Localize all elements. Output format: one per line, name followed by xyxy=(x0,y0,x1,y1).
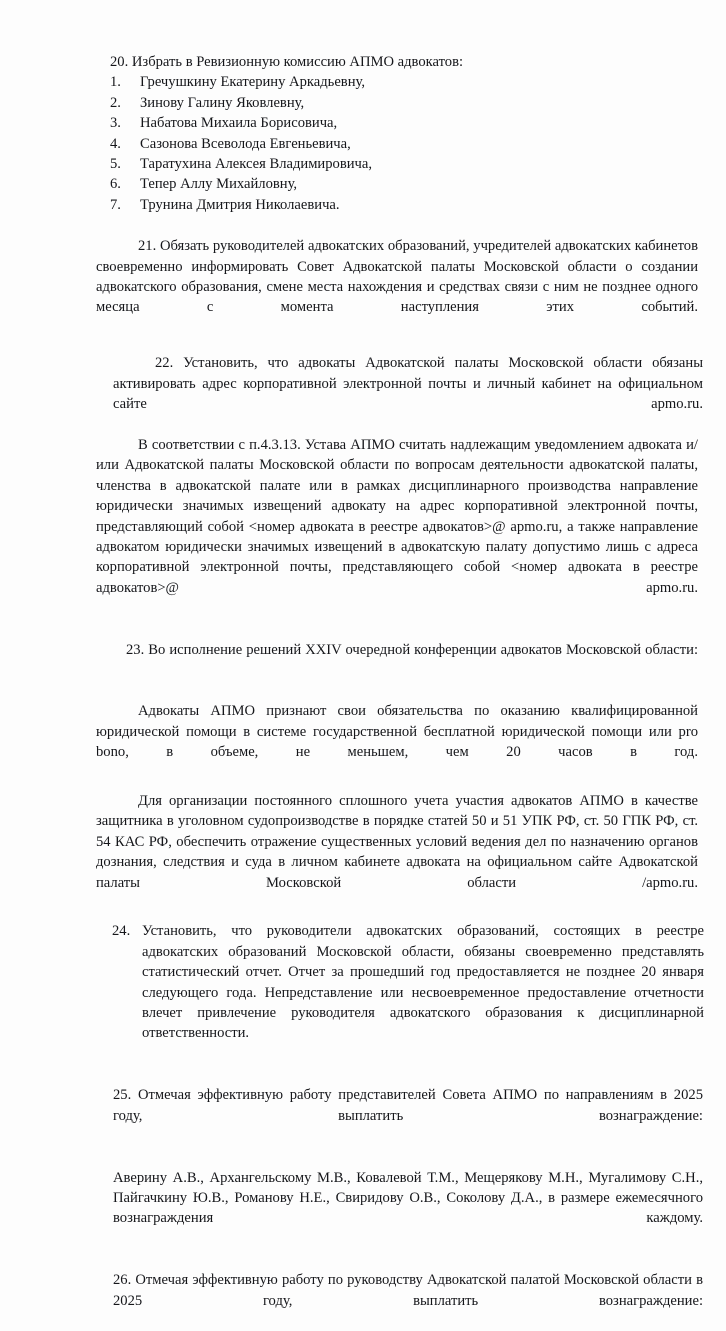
document-body xyxy=(96,52,702,1331)
list-item xyxy=(110,93,702,113)
clause-23-sub-paragraph-1: Адвокаты АПМО признают свои обязательства по оказанию квалифицированной юридической помощи в системе государственной бесплатной юридической помощи или pro bono, в объеме, не меньшем, чем 20 часов в год. xyxy=(96,703,698,761)
clause-23-paragraph: 23. Во исполнение решений XXIV очередной конференции адвокатов Московской области: xyxy=(126,641,698,658)
list-item-number: 4. xyxy=(110,135,121,152)
clause-25-recipients: Аверину А.В., Архангельскому М.В., Ковалевой Т.М., Мещерякову М.Н., Мугалимову С.Н., Пайгачкину Ю.В., Романову Н.Е., Свиридову О.В., Соколову Д.А., в размере ежемесячного вознаграждения каждому. xyxy=(113,1169,703,1227)
clause-25-paragraph: 25. Отмечая эффективную работу представителей Совета АПМО по направлениям в 2025 году, выплатить вознаграждение: xyxy=(113,1087,703,1124)
clause-20-lead: 20. Избрать в Ревизионную комиссию АПМО адвокатов: xyxy=(110,54,464,70)
spacer xyxy=(96,338,702,353)
clause-22-paragraph: 22. Установить, что адвокаты Адвокатской палаты Московской области обязаны активировать адрес корпоративной электронной почты и личный кабинет на официальном сайте apmo.ru. xyxy=(113,355,703,413)
list-item-number: 7. xyxy=(110,196,121,213)
spacer xyxy=(96,783,702,791)
clause-21-paragraph: 21. Обязать руководителей адвокатских образований, учредителей адвокатских кабинетов своевременно информировать Совет Адвокатской палаты Московской области о создании адвокатского образования, смене места нахождения и средствах связи с ним не позднее одного месяца с момента наступления этих событий. xyxy=(96,238,698,316)
spacer xyxy=(96,215,702,236)
list-item-label: Тепер Аллу Михайловну, xyxy=(140,176,298,193)
spacer xyxy=(96,680,702,701)
clause-24-text: Установить, что руководители адвокатских образований, состоящих в реестре адвокатских образований Московской области, обязаны своевременно представлять статистический отчет. Отчет за прошедший год предоставляется не позднее 20 января следующего года. Непредставление или несвоевременное предоставление отчетности влечет привлечение руководителя адвокатского образования к дисциплинарной ответственности. xyxy=(142,923,704,1042)
list-item xyxy=(110,154,702,174)
list-item xyxy=(110,174,702,194)
list-item-label: Гречушкину Екатерину Аркадьевну, xyxy=(140,74,365,91)
list-item-number: 3. xyxy=(110,115,121,132)
list-item-label: Трунина Дмитрия Николаевича. xyxy=(140,196,340,213)
clause-23-sub-paragraph-2: Для организации постоянного сплошного учета участия адвокатов АПМО в качестве защитника в уголовном судопроизводстве в порядке статей 50 и 51 УПК РФ, ст. 50 ГПК РФ, ст. 54 КАС РФ, обеспечить отражение существенных условий ведения дел по назначению органов дознания, следствия и суда в личном кабинете адвоката на официальном сайте Адвокатской палаты Московской области /apmo.ru. xyxy=(96,793,698,891)
clause-24-block xyxy=(112,921,704,1064)
clause-26-paragraph: 26. Отмечая эффективную работу по руководству Адвокатской палатой Московской области в 2025 году, выплатить вознаграждение: xyxy=(113,1272,703,1309)
list-item-number: 1. xyxy=(110,74,121,91)
list-item xyxy=(110,113,702,133)
list-item-number: 2. xyxy=(110,94,121,111)
list-item-label: Набатова Михаила Борисовича, xyxy=(140,115,338,132)
list-item-label: Таратухина Алексея Владимировича, xyxy=(140,156,373,173)
list-item-label: Зинову Галину Яковлевну, xyxy=(140,94,305,111)
list-item xyxy=(110,134,702,154)
list-item xyxy=(110,195,702,215)
spacer xyxy=(96,1064,702,1085)
clause-24-number: 24. xyxy=(112,923,131,940)
list-item-number: 5. xyxy=(110,156,121,173)
spacer xyxy=(96,1249,702,1270)
list-item xyxy=(110,72,702,92)
clause-20-block xyxy=(96,52,702,215)
clause-22-subparagraph: В соответствии с п.4.3.13. Устава АПМО считать надлежащим уведомлением адвоката и/или Адвокатской палаты Московской области по вопросам деятельности адвокатской палаты, членства в адвокатской палате или в рамках дисциплинарного производства направление юридически значимых извещений адвокату на адрес корпоративной электронной почты, представляющий собой <номер адвоката в реестре адвокатов>@ apmo.ru, а также направление адвокатом юридически значимых извещений в адвокатскую палату допустимо лишь с адреса корпоративной электронной почты, представляющего собой <номер адвоката в реестре адвокатов>@ apmo.ru. xyxy=(96,436,698,596)
spacer xyxy=(96,1147,702,1168)
spacer xyxy=(96,619,702,640)
list-item-number: 6. xyxy=(110,176,121,193)
spacer xyxy=(96,913,702,921)
revision-commission-name-list xyxy=(96,72,702,215)
list-item-label: Сазонова Всеволода Евгеньевича, xyxy=(140,135,351,152)
